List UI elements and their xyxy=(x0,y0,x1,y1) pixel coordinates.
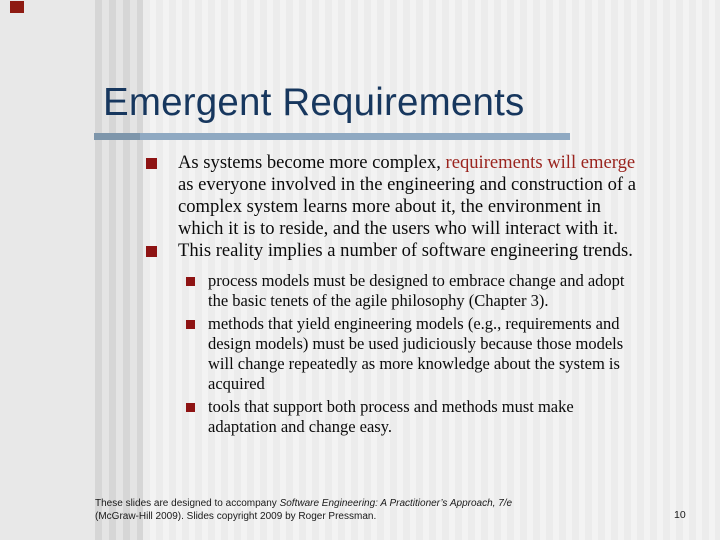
sub-bullet-item xyxy=(186,397,701,437)
bullet-text: methods that yield engineering models (e.g., requirements and design models) must be used judiciously because those models will change repeatedly as more knowledge about the system is acquired xyxy=(208,314,624,393)
footer-credit xyxy=(95,498,695,523)
bullet-text: process models must be designed to embrace change and adopt the basic tenets of the agile philosophy (Chapter 3). xyxy=(208,271,625,310)
title-underline-bar xyxy=(94,133,570,140)
bullet-text: As systems become more complex, requirements will emerge as everyone involved in the engineering and construction of a complex system learns more about it, the environment in which it is to reside, and the users who will interact with it. xyxy=(178,152,636,239)
sub-bullet-item xyxy=(186,271,701,311)
bullet-square-icon xyxy=(186,277,195,286)
bullet-square-icon xyxy=(186,320,195,329)
footer-text-normal: These slides are designed to accompany xyxy=(95,498,280,509)
bullet-text: This reality implies a number of software engineering trends. xyxy=(178,240,633,261)
footer-line-1 xyxy=(95,498,695,511)
bullet-list xyxy=(146,152,701,440)
sub-bullet-item xyxy=(186,314,701,394)
footer-text-italic: Software Engineering: A Practitioner’s Approach, 7/e xyxy=(279,498,513,509)
page-number: 10 xyxy=(674,509,686,521)
footer-line-2: (McGraw-Hill 2009). Slides copyright 2009 by Roger Pressman. xyxy=(95,510,377,522)
bullet-square-icon xyxy=(186,403,195,412)
corner-accent-square xyxy=(10,1,24,13)
bullet-item xyxy=(146,152,701,240)
slide-title: Emergent Requirements xyxy=(103,81,525,124)
bullet-item xyxy=(146,240,701,262)
bullet-square-icon xyxy=(146,246,157,257)
bullet-square-icon xyxy=(146,158,157,169)
bullet-text: tools that support both process and methods must make adaptation and change easy. xyxy=(208,397,574,436)
